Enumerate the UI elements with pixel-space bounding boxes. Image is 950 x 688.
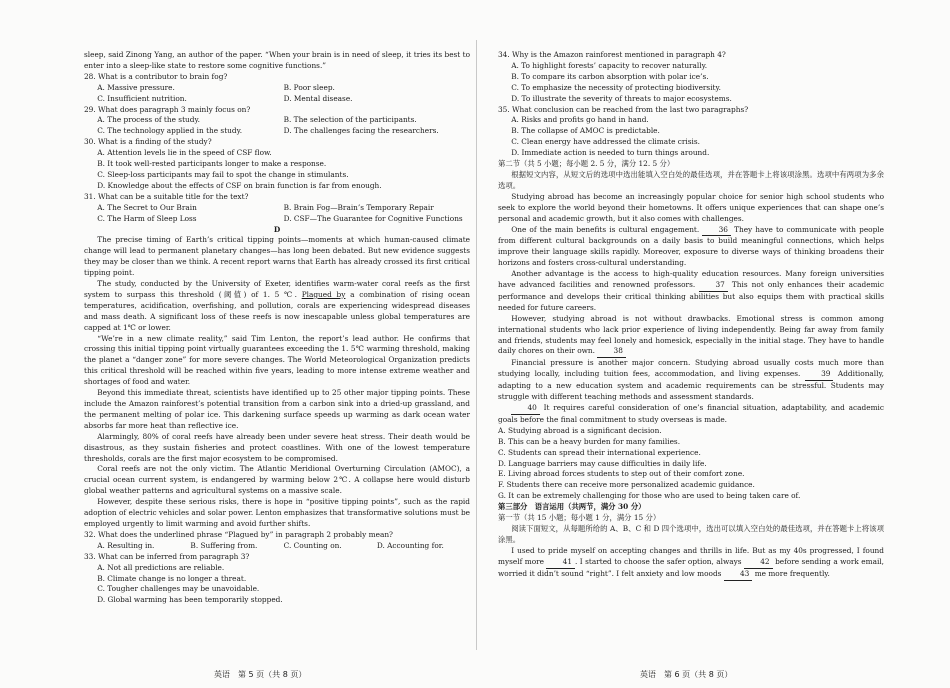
part-3-instructions: 阅读下面短文，从每题所给的 A、B、C 和 D 四个选项中，选出可以填入空白处的最佳选项，并在答题卡上将该项涂黑。	[498, 523, 884, 544]
answer-option[interactable]: C. To emphasize the necessity of protecting biodiversity.	[511, 82, 722, 92]
passage-label: D	[273, 224, 281, 234]
paragraph-text: Additionally, adapting to a new education system and academic requirements can be stressful. Students may struggle with different teaching methods and assessment standards.	[498, 369, 885, 402]
section-2-heading: 第二节（共 5 小题；每小题 2. 5 分，满分 12. 5 分）	[498, 159, 675, 169]
passage-d-paragraph-2	[84, 279, 470, 334]
paragraph-text: before sending a work email, worried it didn’t sound “right”. I felt anxiety and low moods	[498, 556, 884, 578]
answer-option[interactable]: A. The process of the study.	[97, 115, 200, 125]
answer-option[interactable]: D. To illustrate the severity of threats to major ecosystems.	[511, 93, 732, 103]
right-column	[498, 50, 884, 581]
underlined-phrase: Plagued by	[301, 289, 346, 299]
answer-option[interactable]: A. Massive pressure.	[97, 82, 175, 92]
choice-item: G. It can be extremely challenging for those who are used to being taken care of.	[498, 491, 801, 501]
paragraph-text: The study, conducted by the University of Exeter, identifies warm-water coral reefs as the first system to surpass this threshold (阈值) of 1. 5 ℃.	[84, 279, 470, 299]
blank-38[interactable]: 38	[597, 346, 626, 358]
blank-40[interactable]: 40	[511, 403, 540, 415]
answer-option[interactable]: A. Attention levels lie in the speed of CSF flow.	[97, 148, 272, 158]
option-row	[84, 94, 470, 105]
cloze-paragraph-5	[498, 358, 884, 403]
blank-41[interactable]: 41	[546, 557, 575, 569]
question-stem: 31. What can be a suitable title for the text?	[84, 191, 249, 201]
option-row	[84, 83, 470, 94]
question-stem: 35. What conclusion can be reached from the last two paragraphs?	[498, 104, 749, 114]
part-3-heading: 第三部分 语言运用（共两节，满分 30 分）	[498, 502, 646, 512]
answer-option[interactable]: C. Insufficient nutrition.	[97, 93, 187, 103]
option-row	[84, 214, 470, 225]
answer-option[interactable]: D. Immediate action is needed to turn things around.	[511, 148, 710, 158]
answer-choices	[498, 426, 884, 502]
section-2-instructions: 根据短文内容，从短文后的选项中选出能填入空白处的最佳选项，并在答题卡上将该项涂黑。选项中有两项为多余选项。	[498, 169, 884, 190]
column-divider	[476, 40, 477, 650]
choice-item: B. This can be a heavy burden for many families.	[498, 436, 681, 446]
answer-option[interactable]: C. The technology applied in the study.	[97, 126, 243, 136]
answer-option[interactable]: A. Risks and profits go hand in hand.	[511, 115, 649, 125]
option-row	[84, 203, 470, 214]
paragraph-text: Another advantage is the access to high-quality education resources. Many foreign universities have advanced facilities and renowned professors.	[498, 269, 884, 290]
answer-option[interactable]: C. Clean energy have addressed the climate crisis.	[511, 137, 700, 147]
choice-item: A. Studying abroad is a significant decision.	[498, 425, 662, 435]
answer-option[interactable]: C. Sleep-loss participants may fail to spot the change in stimulants.	[97, 169, 349, 179]
option-row	[84, 541, 470, 552]
answer-option[interactable]: B. Climate change is no longer a threat.	[97, 573, 247, 583]
answer-option[interactable]: B. Poor sleep.	[283, 82, 335, 92]
blank-43[interactable]: 43	[724, 569, 753, 581]
question-stem: 33. What can be inferred from paragraph 3?	[84, 551, 250, 561]
question-stem: 32. What does the underlined phrase “Plagued by” in paragraph 2 probably mean?	[84, 529, 393, 539]
paragraph-text: me more frequently.	[754, 568, 830, 578]
part-3-section-1-heading: 第一节（共 15 小题；每小题 1 分，满分 15 分）	[498, 513, 661, 523]
passage-d-paragraph-5: Alarmingly, 80% of coral reefs have already been under severe heat stress. Their death would be disastrous, as they sustain fisheries and protect coastlines. With one of the lowest temperature thresholds, corals are the first major ecosystem to be compromised.	[84, 431, 470, 463]
blank-42[interactable]: 42	[744, 557, 773, 569]
answer-option[interactable]: B. The collapse of AMOC is predictable.	[511, 126, 660, 136]
answer-option[interactable]: D. The challenges facing the researchers.	[283, 126, 439, 136]
answer-option[interactable]: D. Mental disease.	[283, 93, 353, 103]
questions-32-33	[84, 530, 470, 606]
passage-d-paragraph-4: Beyond this immediate threat, scientists have identified up to 25 other major tipping points. These include the Amazon rainforest’s potential transition from a carbon sink into a dried-up grassland, and the permanent melting of polar ice. This darkening surface speeds up warming as dark ocean water absorbs far more heat than reflective ice.	[84, 388, 470, 430]
cloze-paragraph-3	[498, 269, 884, 314]
answer-option[interactable]: D. Accounting for.	[376, 540, 444, 550]
choice-item: F. Students there can receive more personalized academic guidance.	[498, 480, 755, 490]
answer-option[interactable]: A. The Secret to Our Brain	[97, 202, 197, 212]
question-stem: 34. Why is the Amazon rainforest mentioned in paragraph 4?	[498, 50, 726, 59]
paragraph-text: Financial pressure is another major concern. Studying abroad usually costs much more than studying locally, including tuition fees, accommodation, and living expenses.	[498, 358, 884, 379]
answer-option[interactable]: C. The Harm of Sleep Loss	[97, 213, 197, 223]
choice-item: C. Students can spread their international experience.	[498, 447, 701, 457]
left-column	[84, 50, 470, 606]
option-row	[84, 115, 470, 126]
cloze-test-paragraph-1	[498, 546, 884, 581]
question-stem: 30. What is a finding of the study?	[84, 137, 212, 147]
answer-option[interactable]: B. Suffering from.	[190, 540, 258, 550]
answer-option[interactable]: A. Not all predictions are reliable.	[97, 562, 225, 572]
answer-option[interactable]: B. It took well-rested participants longer to make a response.	[97, 159, 327, 169]
answer-option[interactable]: A. Resulting in.	[97, 540, 155, 550]
paragraph-text: I used to pride myself on accepting changes and thrills in life. But as my 40s progressed, I found myself more	[498, 545, 884, 566]
answer-option[interactable]: C. Counting on.	[283, 540, 342, 550]
paragraph-text: They have to communicate with people from different cultural backgrounds on a daily basis to build meaningful connections, which helps improve their language skills rapidly. Moreover, exposure to diverse ways of thinking broadens their horizons and fosters cross-cultural understanding.	[498, 224, 884, 268]
passage-d-paragraph-3: “We’re in a new climate reality,” said Tim Lenton, the report’s lead author. He confirms that crossing this initial tipping point virtually guarantees exceeding the 1. 5℃ warming threshold, making the planet a “danger zone” for more severe changes. The World Meteorological Organization predicts this critical threshold will be reached within five years, leading to more intense extreme weather and shortages of food and water.	[84, 333, 470, 387]
cloze-paragraph-4	[498, 314, 884, 359]
choice-item: D. Language barriers may cause difficulties in daily life.	[498, 458, 707, 468]
blank-37[interactable]: 37	[699, 280, 728, 292]
cloze-paragraph-2	[498, 225, 884, 270]
paragraph-text: However, studying abroad is not without drawbacks. Emotional stress is common among international students who lack prior experience of living independently. Being far away from family and friends, students may feel lonely and homesick, especially in the initial stage. They have to handle daily chores on their own.	[498, 313, 884, 356]
cloze-paragraph-6	[498, 403, 884, 426]
cloze-paragraph-1: Studying abroad has become an increasingly popular choice for senior high school students who seek to explore the world beyond their hometowns. It offers unique experiences that can shape one’s personal and academic growth, but it also comes with challenges.	[498, 191, 884, 223]
passage-c-ending: sleep, said Zinong Yang, an author of the paper. “When your brain is in need of sleep, it tries its best to enter into a sleep-like state to restore some cognitive functions.”	[84, 50, 470, 70]
paragraph-text: . I started to choose the safer option, always	[575, 556, 742, 566]
page-footer-5: 英语 第 5 页（共 8 页）	[214, 670, 307, 679]
blank-36[interactable]: 36	[702, 225, 731, 237]
answer-option[interactable]: A. To highlight forests’ capacity to recover naturally.	[511, 60, 708, 70]
question-stem: 28. What is a contributor to brain fog?	[84, 71, 228, 81]
answer-option[interactable]: B. Brain Fog—Brain’s Temporary Repair	[283, 202, 434, 212]
passage-d-paragraph-1: The precise timing of Earth’s critical tipping points—moments at which human-caused climate change will lead to permanent planetary changes—has long been debated. But new evidence suggests they may be closer than we think. A recent report warns that Earth has already crossed its first critical tipping point.	[84, 235, 470, 278]
page-footer-6: 英语 第 6 页（共 8 页）	[640, 670, 733, 679]
answer-option[interactable]: D. CSF—The Guarantee for Cognitive Functions	[283, 213, 463, 223]
paragraph-text: This not only enhances their academic performance and develops their critical thinking abilities but also equips them with practical skills needed for future careers.	[498, 280, 884, 312]
answer-option[interactable]: B. The selection of the participants.	[283, 115, 417, 125]
paragraph-text: It requires careful consideration of one’s financial situation, adaptability, and academic goals before the final commitment to study overseas is made.	[498, 403, 884, 424]
paragraph-text: One of the main benefits is cultural engagement.	[511, 224, 700, 234]
questions-28-31	[84, 72, 470, 225]
blank-39[interactable]: 39	[805, 369, 834, 381]
paragraph-text: a combination of rising ocean temperatures, acidification, overfishing, and pollution, corals are experiencing widespread diseases and mass death. A significant loss of these reefs is now inescapable unless global temperatures are capped at 1℃ or lower.	[84, 289, 470, 332]
answer-option[interactable]: B. To compare its carbon absorption with polar ice’s.	[511, 71, 709, 81]
answer-option[interactable]: D. Global warming has been temporarily stopped.	[97, 595, 283, 605]
answer-option[interactable]: D. Knowledge about the effects of CSF on brain function is far from enough.	[97, 180, 382, 190]
question-stem: 29. What does paragraph 3 mainly focus on?	[84, 104, 251, 114]
passage-d-paragraph-7: However, despite these serious risks, there is hope in “positive tipping points”, such as the rapid adoption of electric vehicles and solar power. Lenton emphasizes that transformative solutions must be employed urgently to limit warming and avoid further shifts.	[84, 497, 470, 528]
option-row	[84, 126, 470, 137]
questions-34-35	[498, 50, 884, 159]
choice-item: E. Living abroad forces students to step out of their comfort zone.	[498, 469, 745, 479]
passage-d-paragraph-6: Coral reefs are not the only victim. The Atlantic Meridional Overturning Circulation (AMOC), a crucial ocean current system, is endangered by warming below 2℃. A collapse here would disturb global weather patterns and agricultural systems on a massive scale.	[84, 464, 470, 496]
answer-option[interactable]: C. Tougher challenges may be unavoidable.	[97, 584, 260, 594]
